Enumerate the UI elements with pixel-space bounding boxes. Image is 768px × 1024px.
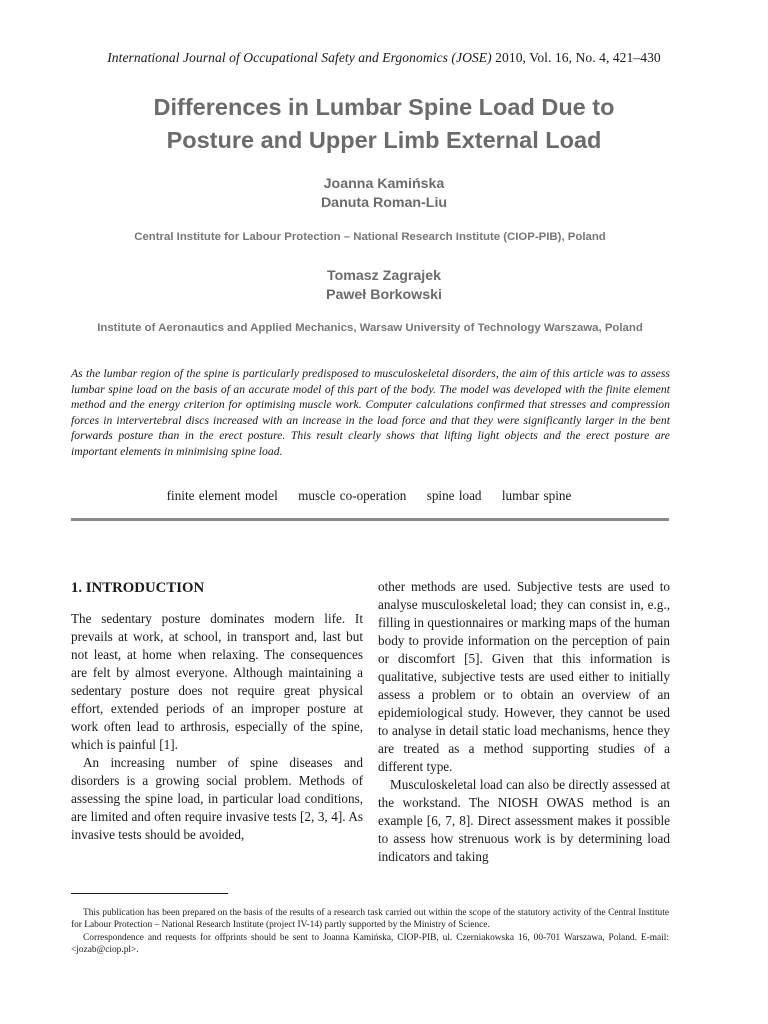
author-group-1 <box>0 175 768 213</box>
author-name: Tomasz Zagrajek <box>326 268 442 284</box>
author-name: Danuta Roman-Liu <box>320 195 448 211</box>
body-column-left <box>71 578 363 844</box>
keyword: lumbar spine <box>501 488 572 503</box>
author-group-2 <box>0 267 768 305</box>
journal-abbrev: JOSE <box>455 50 488 65</box>
body-paragraph: Musculoskeletal load can also be directly assessed at the workstand. The NIOSH OWAS method is an example [6, 7, 8]. Direct assessment makes it possible to assess how strenuous work is by determining load indicators and taking <box>378 777 670 864</box>
body-column-right <box>378 578 670 866</box>
author-name: Joanna Kamińska <box>323 176 445 192</box>
paper-title <box>0 91 768 157</box>
journal-citation: 2010, Vol. 16, No. 4, 421–430 <box>495 50 661 65</box>
footnotes <box>71 907 669 956</box>
title-line-2: Posture and Upper Limb External Load <box>166 127 602 153</box>
keyword: muscle co-operation <box>298 488 407 503</box>
abstract: As the lumbar region of the spine is particularly predisposed to musculoskeletal disorders, the aim of this article was to assess lumbar spine load on the basis of an accurate model of this part of the body. The model was developed with the finite element method and the energy criterion for optimising muscle work. Computer calculations confirmed that stresses and compression forces in intervertebral discs increased with an increase in the load force and that they were significantly larger in the bent forwards posture than in the erect posture. This result clearly shows that lifting light objects and the erect posture are important elements in minimising spine load. <box>71 367 670 458</box>
keyword: spine load <box>426 488 482 503</box>
header-divider <box>71 518 669 521</box>
body-paragraph: An increasing number of spine diseases and disorders is a growing social problem. Methods of assessing the spine load, in particular load conditions, are limited and often require invasive tests [2, 3, 4]. As invasive tests should be avoided, <box>71 755 363 842</box>
section-heading: 1. INTRODUCTION <box>71 580 205 596</box>
affiliation-2: Institute of Aeronautics and Applied Mechanics, Warsaw University of Technology Warszawa, Poland <box>97 322 643 334</box>
keyword: finite element model <box>166 488 278 503</box>
journal-name: International Journal of Occupational Safety and Ergonomics <box>107 50 448 65</box>
title-line-1: Differences in Lumbar Spine Load Due to <box>153 94 615 120</box>
footnote-funding: This publication has been prepared on the basis of the results of a research task carried out within the scope of the statutory activity of the Central Institute for Labour Protection – National Research Institute (project IV-14) partly supported by the Ministry of Science. <box>71 908 669 931</box>
footnote-correspondence: Correspondence and requests for offprints should be sent to Joanna Kamińska, CIOP-PIB, ul. Czerniakowska 16, 00-701 Warszawa, Poland. E-mail: <jozab@ciop.pl>. <box>71 932 669 955</box>
author-name: Paweł Borkowski <box>326 287 442 303</box>
footnote-divider <box>71 893 228 894</box>
body-paragraph: other methods are used. Subjective tests are used to analyse musculoskeletal load; they can consist in, e.g., filling in questionnaires or marking maps of the human body to provide information on the perception of pain or discomfort [5]. Given that this information is qualitative, subjective tests are used either to initially assess a problem or to obtain an overview of an epidemiological study. However, they cannot be used to analyse in detail static load mechanisms, hence they are treated as a method supporting studies of a different type. <box>378 579 670 774</box>
keywords <box>0 488 738 504</box>
body-paragraph: The sedentary posture dominates modern life. It prevails at work, at school, in transport and, last but not least, at home when relaxing. The consequences are felt by almost everyone. Although maintaining a sedentary posture does not require great physical effort, extended periods of an improper posture at work often lead to arthrosis, especially of the spine, which is painful [1]. <box>71 611 363 752</box>
journal-header: International Journal of Occupational Safety and Ergonomics (JOSE) 2010, Vol. 16, No. 4, 421–430 <box>107 50 661 65</box>
affiliation-1: Central Institute for Labour Protection – National Research Institute (CIOP-PIB), Poland <box>134 231 606 243</box>
